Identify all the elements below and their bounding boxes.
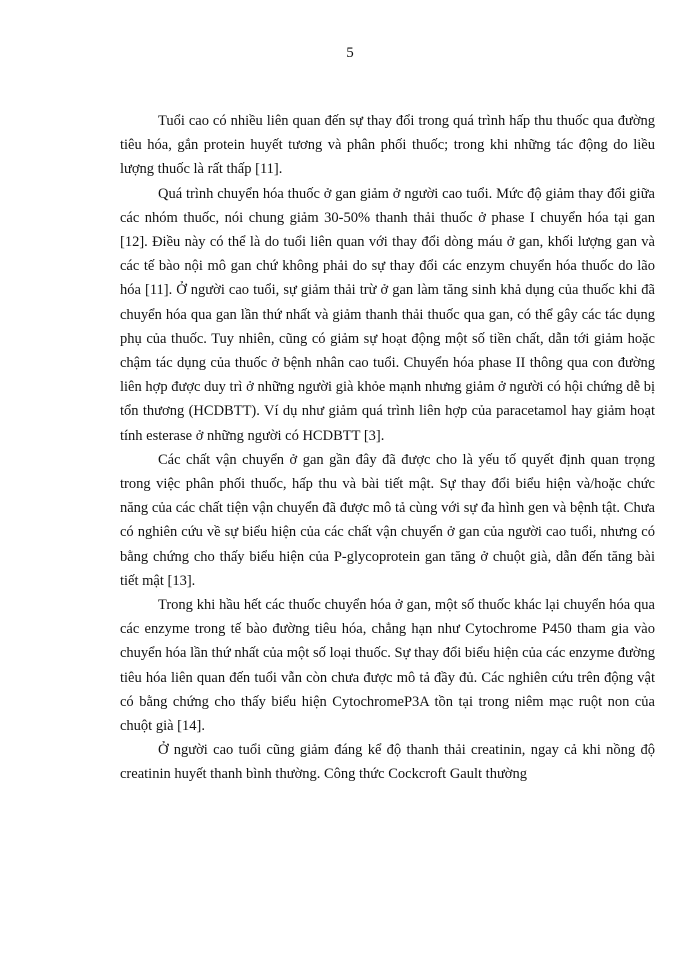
body-text (120, 109, 655, 787)
paragraph-gut-enzymes: Trong khi hầu hết các thuốc chuyển hóa ở gan, một số thuốc khác lại chuyển hóa qua các enzyme trong tế bào đường tiêu hóa, chẳng hạn như Cytochrome P450 tham gia vào chuyển hóa lần thứ nhất của một số loại thuốc. Sự thay đổi biểu hiện của các enzyme đường tiêu hóa liên quan đến tuổi vẫn còn chưa được mô tả đầy đủ. Các nghiên cứu trên động vật có bằng chứng cho thấy biểu hiện CytochromeP3A tồn tại trong niêm mạc ruột non của chuột già [14]. (120, 597, 655, 735)
paragraph-liver-metabolism: Quá trình chuyển hóa thuốc ở gan giảm ở người cao tuổi. Mức độ giảm thay đổi giữa các nhóm thuốc, nói chung giảm 30-50% thanh thải thuốc ở phase I chuyển hóa tại gan [12]. Điều này có thể là do tuổi liên quan với thay đổi dòng máu ở gan, khối lượng gan và các tế bào nội mô gan chứ không phải do sự thay đổi các enzym chuyển hóa thuốc do lão hóa [11]. Ở người cao tuổi, sự giảm thải trừ ở gan làm tăng sinh khả dụng của thuốc khi đã chuyển hóa qua gan lần thứ nhất và giảm thanh thải thuốc qua gan, có thể gây các tác dụng phụ của thuốc. Tuy nhiên, cũng có giảm sự hoạt động một số tiền chất, dẫn tới giảm hoặc chậm tác dụng của thuốc ở bệnh nhân cao tuổi. Chuyển hóa phase II thông qua con đường liên hợp được duy trì ở những người già khỏe mạnh nhưng giảm ở người có hội chứng dễ bị tổn thương (HCDBTT). Ví dụ như giảm quá trình liên hợp của paracetamol hay giảm hoạt tính esterase ở những người có HCDBTT [3]. (120, 185, 655, 444)
page-number: 5 (346, 45, 354, 61)
paragraph-drug-absorption: Tuổi cao có nhiều liên quan đến sự thay đổi trong quá trình hấp thu thuốc qua đường tiêu hóa, gắn protein huyết tương và phân phối thuốc; trong khi những tác động do liều lượng thuốc là rất thấp [11]. (120, 113, 655, 178)
paragraph-liver-transporters: Các chất vận chuyển ở gan gần đây đã được cho là yếu tố quyết định quan trọng trong việc phân phối thuốc, hấp thu và bài tiết mật. Sự thay đổi biểu hiện và/hoặc chức năng của các chất tiện vận chuyển đã được mô tả cùng với sự đa hình gen và bệnh tật. Chưa có nghiên cứu về sự biểu hiện của các chất vận chuyển ở gan của người cao tuổi, nhưng có bằng chứng cho thấy biểu hiện của P-glycoprotein gan tăng ở chuột già, dẫn đến tăng bài tiết mật [13]. (120, 451, 655, 589)
paragraph-creatinine-clearance: Ở người cao tuổi cũng giảm đáng kể độ thanh thải creatinin, ngay cả khi nồng độ creatinin huyết thanh bình thường. Công thức Cockcroft Gault thường (120, 742, 655, 783)
